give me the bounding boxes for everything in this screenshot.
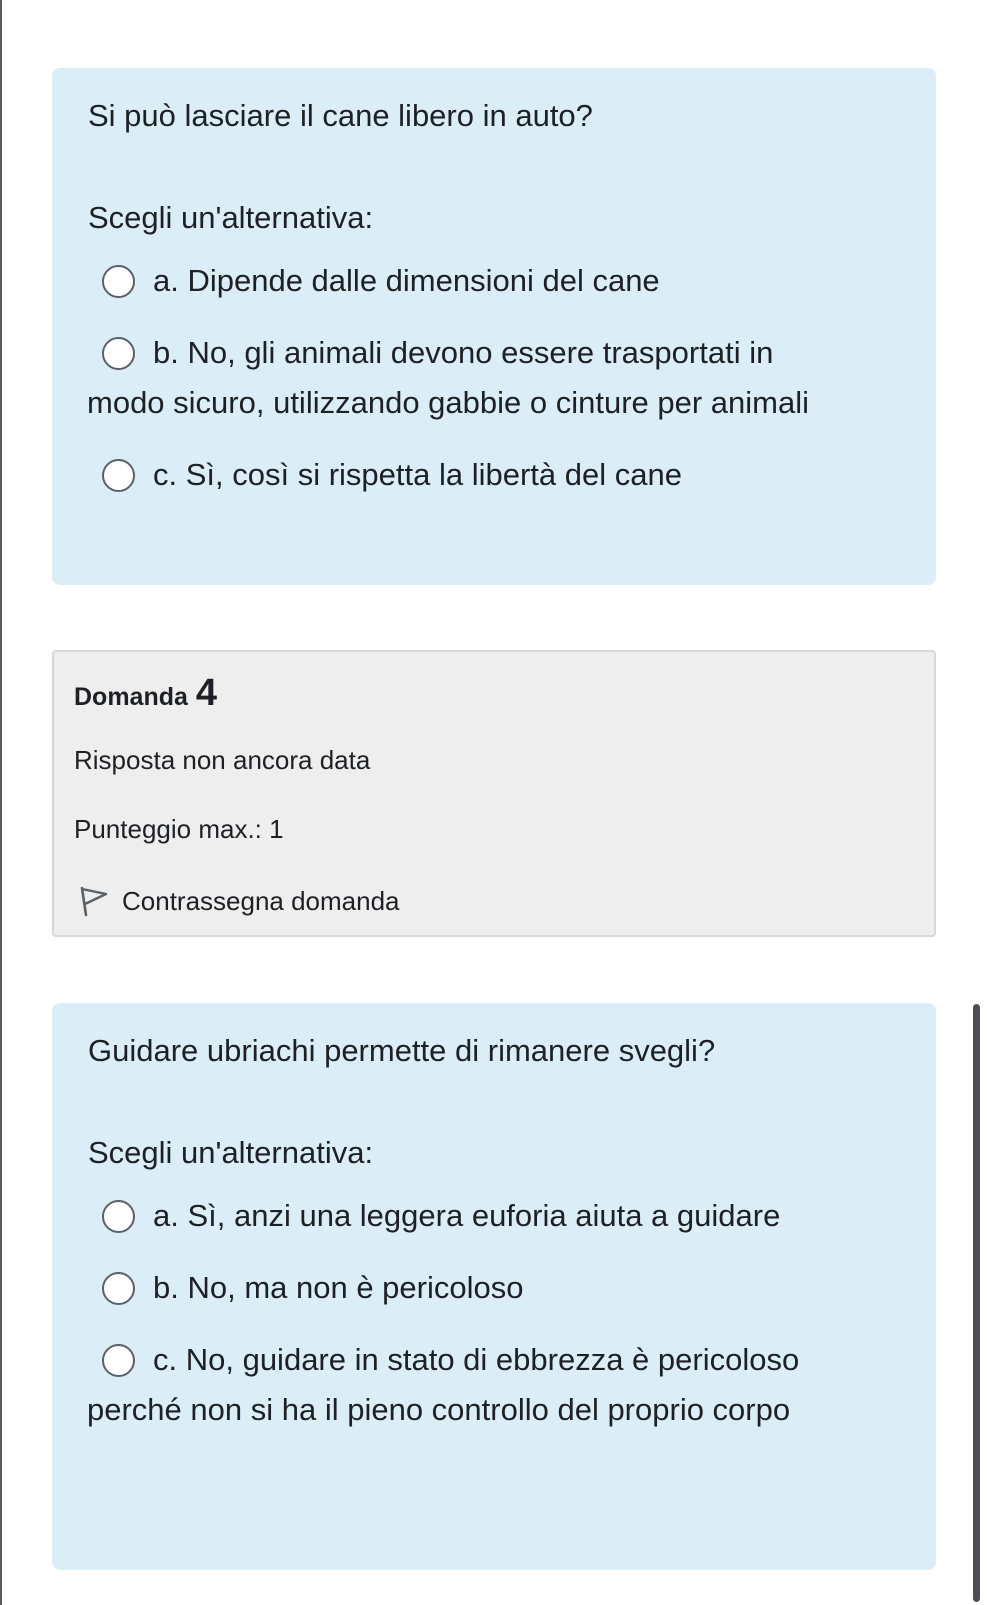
answer-label: b. No, ma non è pericoloso bbox=[153, 1270, 524, 1305]
question-3-prompt: Scegli un'alternativa: bbox=[88, 200, 374, 235]
flag-question-link[interactable] bbox=[74, 883, 914, 919]
question-5-formulation bbox=[52, 1003, 936, 1570]
question-number bbox=[74, 672, 914, 715]
question-3-formulation bbox=[52, 68, 936, 585]
question-3-text: Si può lasciare il cane libero in auto? bbox=[88, 98, 593, 133]
flag-icon bbox=[76, 883, 112, 919]
question-4-info bbox=[52, 650, 936, 937]
question-state: Risposta non ancora data bbox=[74, 745, 371, 775]
answer-label: a. Sì, anzi una leggera euforia aiuta a guidare bbox=[153, 1198, 781, 1233]
answer-label: c. No, guidare in stato di ebbrezza è pericoloso perché non si ha il pieno controllo del proprio corpo bbox=[87, 1342, 800, 1427]
question-grade: Punteggio max.: 1 bbox=[74, 814, 284, 844]
answer-option-a[interactable] bbox=[88, 256, 900, 306]
question-number-value: 4 bbox=[195, 672, 218, 714]
radio-button[interactable] bbox=[102, 265, 135, 298]
question-5-answers bbox=[88, 1191, 900, 1435]
radio-button[interactable] bbox=[102, 459, 135, 492]
answer-option-b[interactable] bbox=[88, 1263, 900, 1313]
answer-label: c. Sì, così si rispetta la libertà del cane bbox=[153, 457, 682, 492]
page-left-border bbox=[0, 0, 2, 1605]
answer-label: a. Dipende dalle dimensioni del cane bbox=[153, 263, 660, 298]
answer-option-c[interactable] bbox=[88, 1335, 900, 1435]
question-5-prompt: Scegli un'alternativa: bbox=[88, 1135, 374, 1170]
flag-question-label: Contrassegna domanda bbox=[122, 885, 400, 916]
radio-button[interactable] bbox=[102, 1272, 135, 1305]
answer-label: b. No, gli animali devono essere trasportati in modo sicuro, utilizzando gabbie o cinture per animali bbox=[87, 335, 810, 420]
scrollbar-thumb[interactable] bbox=[973, 1004, 980, 1602]
question-3-answers bbox=[88, 256, 900, 500]
answer-option-a[interactable] bbox=[88, 1191, 900, 1241]
answer-option-c[interactable] bbox=[88, 450, 900, 500]
question-5-text: Guidare ubriachi permette di rimanere svegli? bbox=[88, 1033, 716, 1068]
question-number-label: Domanda bbox=[74, 683, 188, 711]
answer-option-b[interactable] bbox=[88, 328, 900, 428]
